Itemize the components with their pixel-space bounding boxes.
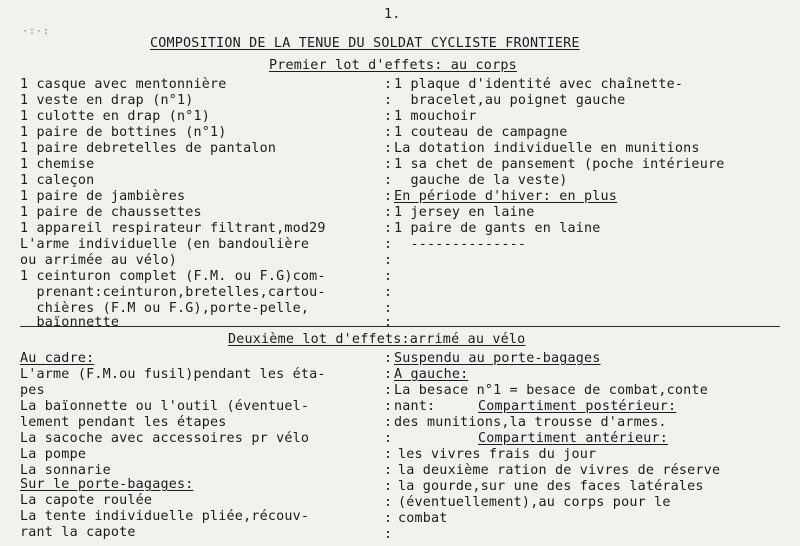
section2-left-item: La baïonnette ou l'outil (éventuel- bbox=[20, 399, 310, 414]
section2-right-item: La besace n°1 = besace de combat,conte bbox=[394, 383, 708, 398]
section1-right-item: 1 plaque d'identité avec chaînette- bbox=[394, 77, 684, 92]
section2-right-item: la gourde,sur une des faces latérales bbox=[398, 479, 704, 494]
page-number: 1. bbox=[384, 7, 401, 22]
section1-right-item: La dotation individuelle en munitions bbox=[394, 141, 700, 156]
section2-right-item: la deuxième ration de vivres de réserve bbox=[398, 463, 721, 478]
section1-left-item: 1 paire de chaussettes bbox=[20, 205, 202, 220]
section-divider bbox=[20, 326, 780, 327]
section1-left-item: chières (F.M ou F.G),porte-pelle, bbox=[20, 301, 310, 316]
section1-right-item: bracelet,au poignet gauche bbox=[394, 93, 626, 108]
section2-right-item: (éventuellement),au corps pour le bbox=[398, 495, 671, 510]
luggage-rack-subheading: Sur le porte-bagages: bbox=[20, 477, 194, 492]
section1-left-item: baïonnette bbox=[20, 315, 120, 330]
section2-right-item: les vivres frais du jour bbox=[398, 447, 597, 462]
winter-subheading: En période d'hiver: en plus bbox=[394, 189, 618, 204]
section1-left-item: prenant:ceinturon,bretelles,cartou- bbox=[20, 285, 326, 300]
document-title: COMPOSITION DE LA TENUE DU SOLDAT CYCLISTE FRONTIERE bbox=[150, 36, 580, 51]
section2-left-item: La tente individuelle pliée,récouv- bbox=[20, 509, 310, 524]
rear-compartment-subheading: Compartiment postérieur: bbox=[478, 399, 677, 414]
section2-left-item: La capote roulée bbox=[20, 493, 153, 508]
section1-left-item: 1 ceinturon complet (F.M. ou F.G)com- bbox=[20, 269, 326, 284]
section1-left-item: 1 veste en drap (n°1) bbox=[20, 93, 194, 108]
section2-left-item: rant la capote bbox=[20, 525, 136, 540]
section1-left-item: 1 paire debretelles de pantalon bbox=[20, 141, 277, 156]
section1-right-item: 1 sa chet de pansement (poche intérieure bbox=[394, 157, 725, 172]
section1-right-item: -------------- bbox=[394, 237, 527, 252]
section2-left-item: La sacoche avec accessoires pr vélo bbox=[20, 431, 310, 446]
section1-left-item: 1 culotte en drap (n°1) bbox=[20, 109, 211, 124]
section2-left-item: lement pendant les étapes bbox=[20, 415, 227, 430]
section1-left-item: 1 paire de jambières bbox=[20, 189, 186, 204]
section1-right-item: 1 jersey en laine bbox=[394, 205, 535, 220]
frame-subheading: Au cadre: bbox=[20, 351, 95, 366]
section1-left-item: 1 appareil respirateur filtrant,mod29 bbox=[20, 221, 326, 236]
scan-specks: ·:·: bbox=[22, 26, 51, 37]
section1-right-item: 1 paire de gants en laine bbox=[394, 221, 601, 236]
section1-right-item: 1 mouchoir bbox=[394, 109, 477, 124]
document-page: ·:·: 1. COMPOSITION DE LA TENUE DU SOLDAT CYCLISTE FRONTIERE Premier lot d'effets: au corps 1 casque avec mentonnière 1 veste en drap (n°1) 1 culotte en drap (n°1) 1 paire de bottines (n°1) 1 paire debretelles de pantalon 1 chemise 1 caleçon 1 paire de jambières 1 paire de chaussettes 1 appareil respirateur filtrant,mod29 L'arme individuelle (en bandoulière ou arrimée au vélo) 1 ceinturon complet (F.M. ou F.G)com- prenant:ceinturon,bretelles,cartou- chières (F.M ou F.G),porte-pelle, baïonnette 1 plaque d'identité avec chaînette- bracelet,au poignet gauche 1 mouchoir 1 couteau de campagne La dotation individuelle en munitions 1 sa chet de pansement (poche intérieure gauche de la veste) En période d'hiver: en plus 1 jersey en laine 1 paire de gants en laine -------------- Deuxième lot d'effets:arrimé au vélo Au cadre: L'arme (F.M.ou fusil)pendant les éta- pes La baïonnette ou l'outil (éventuel- lement pendant les étapes La sacoche avec accessoires pr vélo La pompe La sonnarie Sur le porte-bagages: La capote roulée La tente individuelle pliée,récouv- rant la capote Suspendu au porte-bagages A gauche: La besace n°1 = besace de combat,conte nant: Compartiment postérieur: des munitions,la trousse d'armes. Compartiment antérieur: les vivres frais du jour la deuxième ration de vivres de réserve la gourde,sur une des faces latérales (éventuellement),au corps pour le combat : : : : : : : : : : : : : : : : : : : : : : : : : : : : bbox=[0, 0, 800, 546]
section1-left-item: 1 casque avec mentonnière bbox=[20, 77, 227, 92]
section2-right-item: des munitions,la trousse d'armes. bbox=[394, 415, 667, 430]
section2-left-item: L'arme (F.M.ou fusil)pendant les éta- bbox=[20, 367, 326, 382]
section2-left-item: pes bbox=[20, 383, 45, 398]
section2-right-item: combat bbox=[398, 511, 448, 526]
section1-left-item: 1 chemise bbox=[20, 157, 95, 172]
suspended-subheading: Suspendu au porte-bagages bbox=[394, 351, 601, 366]
section2-right-item: nant: bbox=[394, 399, 436, 414]
section1-right-item: 1 couteau de campagne bbox=[394, 125, 568, 140]
section2-left-item: La pompe bbox=[20, 447, 87, 462]
front-compartment-subheading: Compartiment antérieur: bbox=[478, 431, 669, 446]
section2-heading: Deuxième lot d'effets:arrimé au vélo bbox=[228, 332, 526, 347]
section1-heading: Premier lot d'effets: au corps bbox=[269, 58, 517, 73]
section1-left-item: 1 paire de bottines (n°1) bbox=[20, 125, 227, 140]
section1-left-item: L'arme individuelle (en bandoulière bbox=[20, 237, 310, 252]
section1-left-item: 1 caleçon bbox=[20, 173, 95, 188]
section2-left-item: La sonnarie bbox=[20, 463, 111, 478]
section1-right-item: gauche de la veste) bbox=[394, 173, 568, 188]
section1-left-item: ou arrimée au vélo) bbox=[20, 253, 177, 268]
left-side-subheading: A gauche: bbox=[394, 367, 469, 382]
